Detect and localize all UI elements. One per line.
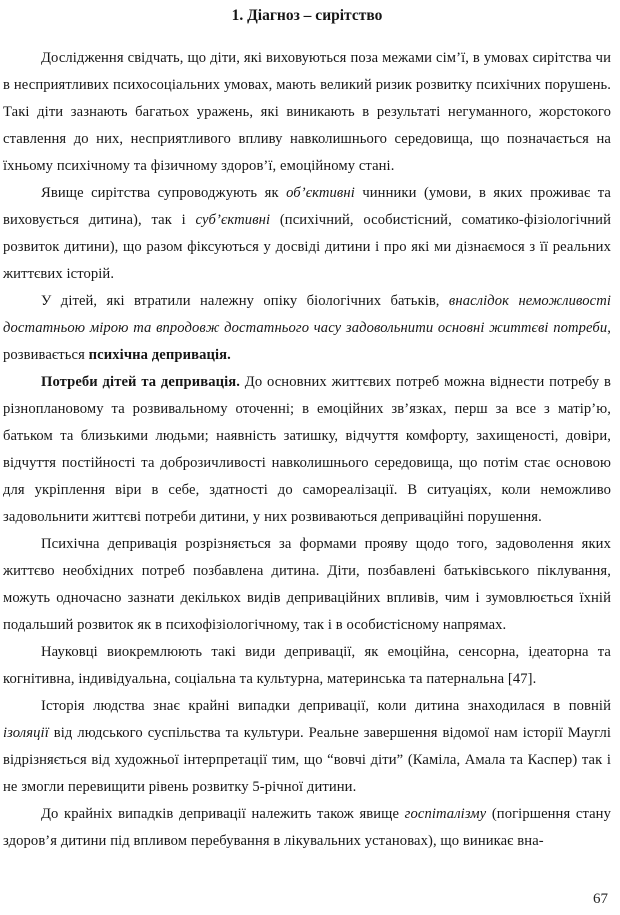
- text-run: Явище сирітства супроводжують як: [41, 185, 287, 201]
- text-run: До основних життєвих потреб можна віднести потребу в різноплановому та розвивальному оточенні; в емоційних зв’язках, перш за все з матір’ю, батьком та близькими людьми; наявність затишку, відчуття комфорту, захищеності, довіри, відчуття постійності та доброзичливості навколишнього середовища, що потім стає основою для укріплення віри в себе, здатності до самореалізації. В ситуаціях, коли неможливо задовольнити життєві потреби дитини, у них розвиваються деприваційні порушення.: [3, 374, 611, 525]
- text-run: від людського суспільства та культури. Реальне завершення відомої нам історії Мауглі відрізняється від художньої інтерпретації тим, що “вовчі діти” (Каміла, Амала та Каспер) так і не змогли перевищити рівень розвитку 5-річної дитини.: [3, 725, 611, 795]
- text-run: (психічний, особистісний, соматико-фізіологічний розвиток дитини), що разом фіксуються у досвіді дитини і про які ми дізнаємося з її реальних життєвих історій.: [3, 212, 611, 282]
- paragraph: [3, 288, 611, 369]
- paragraph: [3, 45, 611, 180]
- paragraphs: [3, 45, 611, 855]
- italic-run: ізоляції: [3, 725, 49, 741]
- paragraph: [3, 369, 611, 531]
- italic-run: суб’єктивні: [195, 212, 271, 228]
- text-run: До крайніх випадків депривації належить також явище: [41, 806, 405, 822]
- italic-run: внаслідок неможливості достатньою мірою та впродовж достатнього часу задовольнити основні життєві потреби: [3, 293, 611, 336]
- text-run: чинники (умови, в яких проживає та виховується дитина), так і: [3, 185, 612, 228]
- italic-run: госпіталізму: [404, 806, 487, 822]
- page-title: 1. Діагноз – сирітство: [231, 7, 383, 24]
- paragraph: [3, 639, 611, 693]
- text-run: (погіршення стану здоров’я дитини під впливом перебування в лікувальних установах), що виникає вна-: [3, 806, 611, 849]
- paragraph: [3, 531, 611, 639]
- text-run: Історія людства знає крайні випадки депривації, коли дитина знаходилася в повній: [41, 698, 611, 714]
- text-run: , розвивається: [3, 320, 611, 363]
- page-number: 67: [593, 891, 608, 907]
- text-run: Психічна депривація розрізняється за формами прояву щодо того, задоволення яких життєво необхідних потреб позбавлена дитина. Діти, позбавлені батьківського піклування, можуть одночасно зазнати декількох видів деприваційних впливів, чим і зумовлюється їхній подальший розвиток як в психофізіологічному, так і в особистісному напрямах.: [3, 536, 611, 633]
- paragraph: [3, 693, 611, 801]
- paragraph: [3, 801, 611, 855]
- text-run: Дослідження свідчать, що діти, які виховуються поза межами сім’ї, в умовах сирітства чи в несприятливих психосоціальних умовах, мають великий ризик розвитку психічних порушень. Такі діти зазнають багатьох уражень, які виникають в результаті негуманного, жорстокого ставлення до них, несприятливого впливу навколишнього середовища, що позначається на їхньому психічному та фізичному здоров’ї, емоційному стані.: [3, 50, 611, 174]
- text-run: Науковці виокремлюють такі види депривації, як емоційна, сенсорна, ідеаторна та когнітивна, індивідуальна, соціальна та культурна, материнська та патернальна [47].: [3, 644, 611, 687]
- text-run: У дітей, які втратили належну опіку біологічних батьків,: [41, 293, 449, 309]
- paragraph: [3, 180, 611, 288]
- bold-run: психічна депривація.: [88, 347, 231, 363]
- bold-run: Потреби дітей та депривація.: [41, 374, 240, 390]
- italic-run: об’єктивні: [286, 185, 355, 201]
